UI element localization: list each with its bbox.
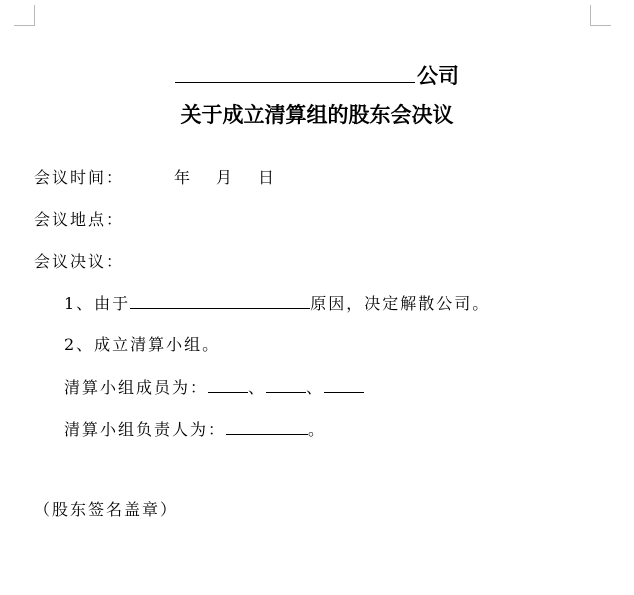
leader-blank [226,418,308,435]
leader-period: 。 [308,420,327,439]
members-line [64,376,364,399]
item1-prefix: 1、由于 [64,294,131,313]
member-blank-2 [266,376,306,393]
members-label: 清算小组成员为： [64,378,209,397]
meeting-resolution-label: 会议决议： [34,252,125,271]
leader-line [64,418,326,441]
company-name-blank [175,60,415,83]
page-corner-mark-top-left [14,5,35,26]
company-suffix: 公司 [417,63,459,88]
page-corner-mark-top-right [590,5,611,26]
reason-blank [130,292,310,309]
document-title: 关于成立清算组的股东会决议 [180,102,454,127]
title-company-line [0,60,634,90]
separator-2: 、 [306,378,325,397]
day-label: 日 [258,168,277,187]
meeting-place-label: 会议地点： [34,210,125,229]
year-label: 年 [174,168,193,187]
meeting-time-line [34,167,276,189]
member-blank-3 [324,376,364,393]
leader-label: 清算小组负责人为： [64,420,227,439]
meeting-time-label: 会议时间： [34,168,125,187]
month-label: 月 [216,168,235,187]
resolution-item-1 [64,292,490,315]
resolution-item-2: 2、成立清算小组。 [64,335,221,354]
member-blank-1 [208,376,248,393]
item1-suffix: 原因，决定解散公司。 [310,294,491,313]
shareholder-signature-note: （股东签名盖章） [34,500,179,519]
separator-1: 、 [248,378,267,397]
